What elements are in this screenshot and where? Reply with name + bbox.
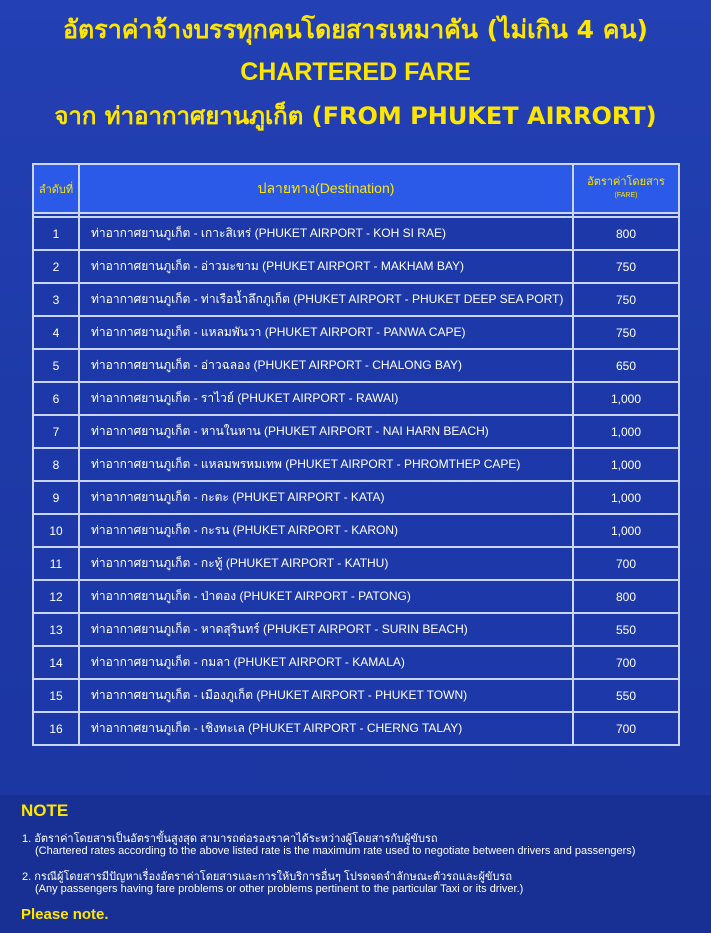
row-number: 14 <box>33 646 79 679</box>
fare-rows <box>33 217 679 745</box>
row-destination: ท่าอากาศยานภูเก็ต - หานในหาน (PHUKET AIRPORT - NAI HARN BEACH) <box>79 415 573 448</box>
table-row <box>33 283 679 316</box>
table-row <box>33 712 679 745</box>
fare-table <box>32 163 680 746</box>
row-number: 7 <box>33 415 79 448</box>
thai-title: อัตราค่าจ้างบรรทุกคนโดยสารเหมาคัน (ไม่เกิน 4 คน) <box>63 15 648 44</box>
row-fare: 750 <box>573 316 679 349</box>
row-fare: 1,000 <box>573 382 679 415</box>
row-number: 10 <box>33 514 79 547</box>
row-number: 6 <box>33 382 79 415</box>
table-row <box>33 514 679 547</box>
fare-header-label: อัตราค่าโดยสาร <box>587 175 665 188</box>
table-row <box>33 448 679 481</box>
fare-header-sub: (FARE) <box>614 191 638 199</box>
row-fare: 700 <box>573 712 679 745</box>
row-destination: ท่าอากาศยานภูเก็ต - กะตะ (PHUKET AIRPORT - KATA) <box>79 481 573 514</box>
row-fare: 1,000 <box>573 415 679 448</box>
row-fare: 1,000 <box>573 481 679 514</box>
note-line-1-english: (Chartered rates according to the above listed rate is the maximum rate used to negotiate between drivers and passengers) <box>35 845 636 857</box>
row-fare: 750 <box>573 283 679 316</box>
table-row <box>33 580 679 613</box>
table-row <box>33 316 679 349</box>
row-destination: ท่าอากาศยานภูเก็ต - ป่าตอง (PHUKET AIRPORT - PATONG) <box>79 580 573 613</box>
english-title: CHARTERED FARE <box>240 58 471 86</box>
table-header-row <box>33 164 679 213</box>
from-line: จาก ท่าอากาศยานภูเก็ต (FROM PHUKET AIRRORT) <box>54 102 657 130</box>
row-number: 16 <box>33 712 79 745</box>
row-destination: ท่าอากาศยานภูเก็ต - หาดสุรินทร์ (PHUKET AIRPORT - SURIN BEACH) <box>79 613 573 646</box>
table-row <box>33 217 679 250</box>
column-header-destination: ปลายทาง(Destination) <box>79 164 573 213</box>
row-fare: 750 <box>573 250 679 283</box>
row-number: 9 <box>33 481 79 514</box>
row-number: 12 <box>33 580 79 613</box>
table-row <box>33 613 679 646</box>
row-fare: 700 <box>573 646 679 679</box>
row-destination: ท่าอากาศยานภูเก็ต - แหลมพรหมเทพ (PHUKET AIRPORT - PHROMTHEP CAPE) <box>79 448 573 481</box>
row-fare: 650 <box>573 349 679 382</box>
row-number: 5 <box>33 349 79 382</box>
row-destination: ท่าอากาศยานภูเก็ต - อ่าวฉลอง (PHUKET AIRPORT - CHALONG BAY) <box>79 349 573 382</box>
row-number: 1 <box>33 217 79 250</box>
column-header-fare <box>573 164 679 213</box>
table-row <box>33 547 679 580</box>
row-destination: ท่าอากาศยานภูเก็ต - อ่าวมะขาม (PHUKET AIRPORT - MAKHAM BAY) <box>79 250 573 283</box>
table-row <box>33 481 679 514</box>
table-row <box>33 349 679 382</box>
row-number: 3 <box>33 283 79 316</box>
row-number: 13 <box>33 613 79 646</box>
column-header-no: ลำดับที่ <box>33 164 79 213</box>
row-destination: ท่าอากาศยานภูเก็ต - ท่าเรือน้ำลึกภูเก็ต (PHUKET AIRPORT - PHUKET DEEP SEA PORT) <box>79 283 573 316</box>
row-destination: ท่าอากาศยานภูเก็ต - แหลมพันวา (PHUKET AIRPORT - PANWA CAPE) <box>79 316 573 349</box>
table-row <box>33 382 679 415</box>
note-section <box>0 795 711 933</box>
table-row <box>33 250 679 283</box>
row-destination: ท่าอากาศยานภูเก็ต - กะทู้ (PHUKET AIRPORT - KATHU) <box>79 547 573 580</box>
row-destination: ท่าอากาศยานภูเก็ต - กมลา (PHUKET AIRPORT - KAMALA) <box>79 646 573 679</box>
row-destination: ท่าอากาศยานภูเก็ต - กะรน (PHUKET AIRPORT - KARON) <box>79 514 573 547</box>
note-line-1-thai: 1. อัตราค่าโดยสารเป็นอัตราขั้นสูงสุด สามารถต่อรองราคาได้ระหว่างผู้โดยสารกับผู้ขับรถ <box>22 833 438 845</box>
row-fare: 550 <box>573 679 679 712</box>
row-destination: ท่าอากาศยานภูเก็ต - เกาะสิเหร่ (PHUKET AIRPORT - KOH SI RAE) <box>79 217 573 250</box>
row-fare: 800 <box>573 580 679 613</box>
row-number: 15 <box>33 679 79 712</box>
table-row <box>33 415 679 448</box>
row-fare: 800 <box>573 217 679 250</box>
row-fare: 550 <box>573 613 679 646</box>
row-number: 4 <box>33 316 79 349</box>
please-note: Please note. <box>21 906 109 923</box>
row-destination: ท่าอากาศยานภูเก็ต - เชิงทะเล (PHUKET AIRPORT - CHERNG TALAY) <box>79 712 573 745</box>
note-title: NOTE <box>21 801 69 820</box>
row-fare: 1,000 <box>573 514 679 547</box>
row-number: 2 <box>33 250 79 283</box>
row-destination: ท่าอากาศยานภูเก็ต - เมืองภูเก็ต (PHUKET AIRPORT - PHUKET TOWN) <box>79 679 573 712</box>
table-row <box>33 646 679 679</box>
row-number: 8 <box>33 448 79 481</box>
row-fare: 1,000 <box>573 448 679 481</box>
row-number: 11 <box>33 547 79 580</box>
row-fare: 700 <box>573 547 679 580</box>
row-destination: ท่าอากาศยานภูเก็ต - ราไวย์ (PHUKET AIRPORT - RAWAI) <box>79 382 573 415</box>
note-line-2-english: (Any passengers having fare problems or other problems pertinent to the particular Taxi or its driver.) <box>35 883 524 895</box>
table-row <box>33 679 679 712</box>
note-line-2-thai: 2. กรณีผู้โดยสารมีปัญหาเรื่องอัตราค่าโดยสารและการให้บริการอื่นๆ โปรดจดจำลักษณะตัวรถและผู้ขับรถ <box>22 871 512 883</box>
